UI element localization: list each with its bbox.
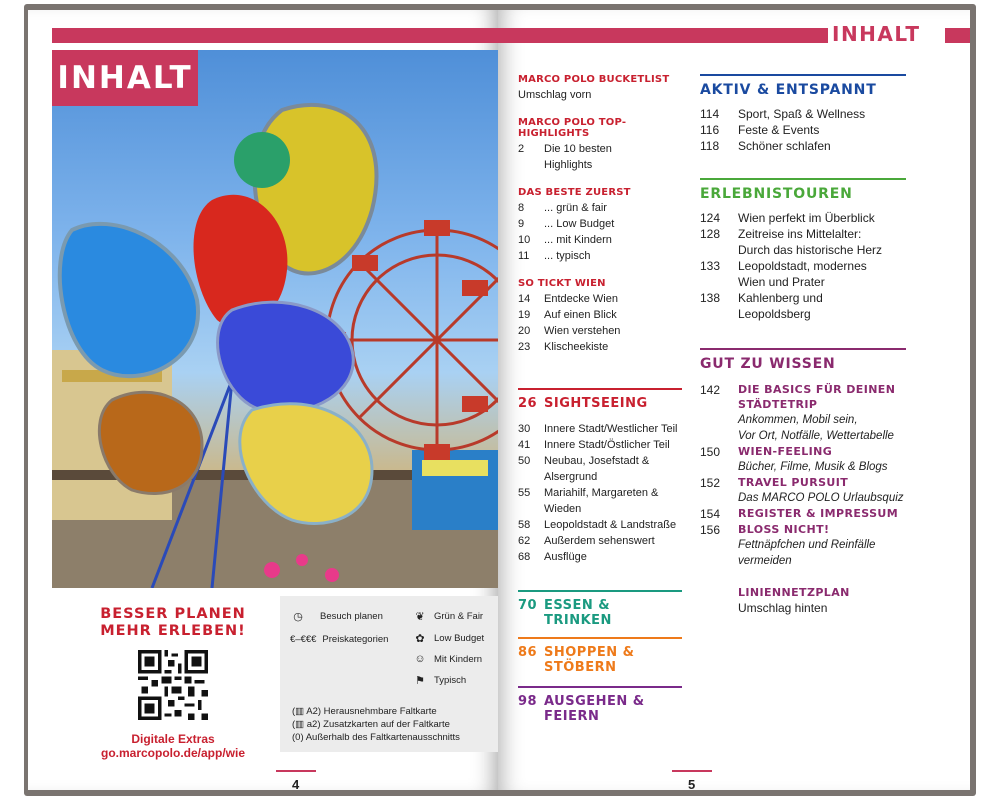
legend-item <box>290 610 383 623</box>
toc-entry[interactable] <box>518 141 688 157</box>
header-stripe <box>498 28 828 43</box>
entry-text: Leopoldstadt & Landstraße <box>544 519 677 531</box>
entry-page: 138 <box>700 291 721 305</box>
entry-text: Wien und Prater <box>738 275 825 289</box>
entry-heading: TRAVEL PURSUIT <box>738 476 849 489</box>
entry-text: ... mit Kindern <box>544 234 612 246</box>
entry-page: 142 <box>700 383 721 397</box>
piggy-bank-icon: ✿ <box>415 633 425 645</box>
entry-page: 14 <box>518 293 531 305</box>
entry-text: Feste & Events <box>738 123 820 137</box>
promo-line-2: MEHR ERLEBEN! <box>100 623 246 639</box>
section-heading[interactable] <box>518 598 682 628</box>
toc-entry[interactable] <box>518 517 682 533</box>
entry-page: 118 <box>700 139 720 153</box>
toc-entry[interactable] <box>700 522 906 569</box>
toc-entry[interactable] <box>700 258 906 274</box>
toc-entry[interactable] <box>518 200 688 216</box>
entry-page <box>518 157 544 173</box>
toc-entry[interactable] <box>700 138 906 154</box>
left-page <box>28 10 498 790</box>
legend-item <box>412 653 482 665</box>
toc-entry[interactable] <box>700 506 906 522</box>
digital-extras-link[interactable]: go.marcopolo.de/app/wie <box>100 746 246 760</box>
entry-text: ... grün & fair <box>544 202 607 214</box>
qr-code[interactable] <box>138 650 208 720</box>
toc-column-1 <box>518 74 688 355</box>
toc-entry[interactable] <box>700 306 906 322</box>
toc-heading: MARCO POLO TOP-HIGHLIGHTS <box>518 117 627 139</box>
entry-text: Wieden <box>544 503 582 515</box>
entry-heading: WIEN-FEELING <box>738 445 833 458</box>
price-range-icon: €–€€€ <box>290 634 317 645</box>
legend-label: Grün & Fair <box>434 611 484 622</box>
entry-text: Außerdem sehenswert <box>544 535 655 547</box>
page-number-bar <box>276 770 316 772</box>
vienna-balloons-photo <box>52 50 498 588</box>
legend-label: Besuch planen <box>320 611 383 622</box>
toc-entry[interactable]: Umschlag vorn <box>518 89 592 101</box>
entry-text: Highlights <box>544 159 593 171</box>
leaf-icon: ❦ <box>415 611 425 623</box>
entry-text: Wien verstehen <box>544 325 621 337</box>
header-stripe <box>52 28 498 43</box>
toc-entry[interactable] <box>518 248 688 264</box>
page-number-bar <box>672 770 712 772</box>
entry-heading: REGISTER & IMPRESSUM <box>738 507 899 520</box>
entry-page: 154 <box>700 507 721 521</box>
entry-page: 156 <box>700 523 721 537</box>
header-stripe-end <box>945 28 970 43</box>
entry-text: Durch das historische Herz <box>738 243 883 257</box>
entry-page <box>700 242 738 258</box>
toc-entry[interactable] <box>518 216 688 232</box>
page-number: 4 <box>292 777 300 790</box>
entry-page <box>700 274 738 290</box>
page-number: 5 <box>688 777 696 790</box>
toc-entry[interactable] <box>700 382 906 444</box>
right-page <box>498 10 970 790</box>
entry-text: Die 10 besten <box>544 143 612 155</box>
section-title[interactable]: ERLEBNISTOUREN <box>700 186 853 202</box>
entry-heading: LINIENNETZPLAN <box>738 586 850 599</box>
section-heading[interactable] <box>518 694 682 724</box>
toc-entry[interactable] <box>518 437 682 453</box>
entry-page: 114 <box>700 107 720 121</box>
section-shoppen <box>518 637 682 675</box>
toc-entry[interactable] <box>518 232 688 248</box>
entry-text: Neubau, Josefstadt & <box>544 455 650 467</box>
toc-entry[interactable] <box>518 485 682 501</box>
entry-text: Entdecke Wien <box>544 293 618 305</box>
section-ausgehen <box>518 686 682 724</box>
section-essen <box>518 590 682 628</box>
entry-page: 133 <box>700 259 721 273</box>
entry-text: Kahlenberg und <box>738 291 823 305</box>
section-heading[interactable] <box>518 396 682 411</box>
entry-text: Sport, Spaß & Wellness <box>738 107 866 121</box>
entry-page: 9 <box>518 218 525 230</box>
toc-heading: MARCO POLO BUCKETLIST <box>518 74 670 85</box>
toc-entry[interactable] <box>518 323 688 339</box>
toc-entry[interactable] <box>700 475 906 506</box>
page-title: INHALT <box>52 50 198 106</box>
entry-subtitle: Fettnäpfchen und Reinfälle <box>738 539 876 551</box>
entry-page <box>518 501 544 517</box>
toc-entry[interactable] <box>518 339 688 355</box>
entry-text: Innere Stadt/Östlicher Teil <box>544 439 670 451</box>
legend-item <box>290 634 388 645</box>
entry-subtitle: Vor Ort, Notfälle, Wettertabelle <box>738 430 894 442</box>
toc-entry[interactable] <box>700 106 906 122</box>
entry-page: 19 <box>518 309 531 321</box>
clock-icon: ◷ <box>293 611 303 623</box>
toc-entry[interactable] <box>518 157 688 173</box>
section-title[interactable]: AKTIV & ENTSPANNT <box>700 82 877 98</box>
toc-heading: SO TICKT WIEN <box>518 278 606 289</box>
toc-entry[interactable] <box>518 307 688 323</box>
entry-heading: DIE BASICS FÜR DEINEN <box>738 383 896 396</box>
entry-page: 8 <box>518 202 525 214</box>
entry-text: Leopoldstadt, modernes <box>738 259 867 273</box>
section-page: 70 <box>518 598 538 613</box>
toc-entry[interactable] <box>518 453 682 469</box>
toc-entry[interactable] <box>700 122 906 138</box>
toc-entry[interactable] <box>518 469 682 485</box>
section-title: SHOPPEN & STÖBERN <box>544 645 635 675</box>
entry-page: 2 <box>518 143 525 155</box>
family-icon: ☺ <box>414 653 426 665</box>
flag-icon: ⚑ <box>415 675 425 687</box>
entry-heading: STÄDTETRIP <box>738 398 818 411</box>
toc-entry[interactable] <box>700 585 906 616</box>
entry-page: 124 <box>700 211 721 225</box>
entry-text: Zeitreise ins Mittelalter: <box>738 227 862 241</box>
digital-extras-label: Digitale Extras <box>131 732 215 746</box>
entry-page: 11 <box>518 250 530 262</box>
entry-page: 152 <box>700 476 721 490</box>
entry-page: 150 <box>700 445 721 459</box>
section-title: ESSEN & TRINKEN <box>544 598 612 628</box>
entry-text: Alsergrund <box>544 471 598 483</box>
entry-page: 116 <box>700 123 720 137</box>
toc-heading: DAS BESTE ZUERST <box>518 187 631 198</box>
entry-text: Auf einen Blick <box>544 309 617 321</box>
entry-text: Ausflüge <box>544 551 587 563</box>
entry-page: 20 <box>518 325 531 337</box>
toc-entry[interactable] <box>518 533 682 549</box>
entry-text: Klischeekiste <box>544 341 609 353</box>
symbol-legend <box>280 596 498 752</box>
section-title: AUSGEHEN & FEIERN <box>544 694 645 724</box>
entry-page <box>700 306 738 322</box>
map-ref-1: (▥ A2) Herausnehmbare Faltkarte <box>292 706 437 717</box>
section-erlebnistouren <box>700 178 906 322</box>
map-ref-2: (▥ a2) Zusatzkarten auf der Faltkarte <box>292 719 450 730</box>
entry-text: Innere Stadt/Westlicher Teil <box>544 423 678 435</box>
page-header-title: INHALT <box>832 22 921 46</box>
entry-text: Mariahilf, Margareten & <box>544 487 659 499</box>
legend-label: Typisch <box>434 675 467 686</box>
entry-page: 23 <box>518 341 531 353</box>
legend-label: Low Budget <box>434 633 485 644</box>
toc-entry[interactable] <box>518 291 688 307</box>
section-title: SIGHTSEEING <box>544 396 648 411</box>
toc-entry[interactable] <box>700 290 906 306</box>
entry-page <box>518 469 544 485</box>
toc-entry[interactable] <box>518 549 682 565</box>
toc-entry[interactable] <box>700 274 906 290</box>
entry-subtitle: vermeiden <box>738 555 792 567</box>
legend-item <box>412 674 466 687</box>
entry-subtitle: Bücher, Filme, Musik & Blogs <box>738 461 888 473</box>
toc-entry[interactable] <box>700 242 906 258</box>
entry-subtitle: Ankommen, Mobil sein, <box>738 414 858 426</box>
entry-page: 30 <box>518 423 531 435</box>
entry-page: 50 <box>518 455 531 467</box>
legend-item <box>412 632 484 645</box>
promo-line-1: BESSER PLANEN <box>100 606 246 622</box>
section-aktiv <box>700 74 906 154</box>
entry-text: Wien perfekt im Überblick <box>738 211 875 225</box>
entry-page: 10 <box>518 234 531 246</box>
section-heading[interactable] <box>518 645 682 675</box>
legend-label: Preiskategorien <box>322 634 389 645</box>
entry-subtitle: Umschlag hinten <box>738 601 828 615</box>
map-ref-3: (0) Außerhalb des Faltkartenausschnitts <box>292 732 460 743</box>
photo-illustration <box>52 50 498 588</box>
toc-entry[interactable] <box>518 501 682 517</box>
section-page: 98 <box>518 694 538 709</box>
toc-entry[interactable] <box>700 444 906 475</box>
entry-subtitle: Das MARCO POLO Urlaubsquiz <box>738 492 904 504</box>
toc-entry[interactable] <box>700 226 906 242</box>
section-title[interactable]: GUT ZU WISSEN <box>700 356 836 372</box>
entry-text: ... Low Budget <box>544 218 615 230</box>
section-gut-zu-wissen <box>700 348 906 616</box>
entry-heading: BLOSS NICHT! <box>738 523 830 536</box>
legend-label: Mit Kindern <box>434 653 483 665</box>
entry-page: 128 <box>700 227 721 241</box>
book-spread <box>24 4 976 796</box>
entry-text: Leopoldsberg <box>738 307 811 321</box>
toc-entry[interactable] <box>518 421 682 437</box>
app-promo <box>88 606 258 760</box>
entry-text: Schöner schlafen <box>738 139 831 153</box>
entry-page: 62 <box>518 535 531 547</box>
entry-text: ... typisch <box>544 250 591 262</box>
entry-page: 55 <box>518 487 531 499</box>
section-page: 26 <box>518 396 538 411</box>
section-page: 86 <box>518 645 538 660</box>
entry-page: 41 <box>518 439 531 451</box>
entry-page: 68 <box>518 551 531 563</box>
entry-page: 58 <box>518 519 531 531</box>
toc-entry[interactable] <box>700 210 906 226</box>
legend-item <box>412 610 483 623</box>
section-sightseeing <box>518 388 682 565</box>
